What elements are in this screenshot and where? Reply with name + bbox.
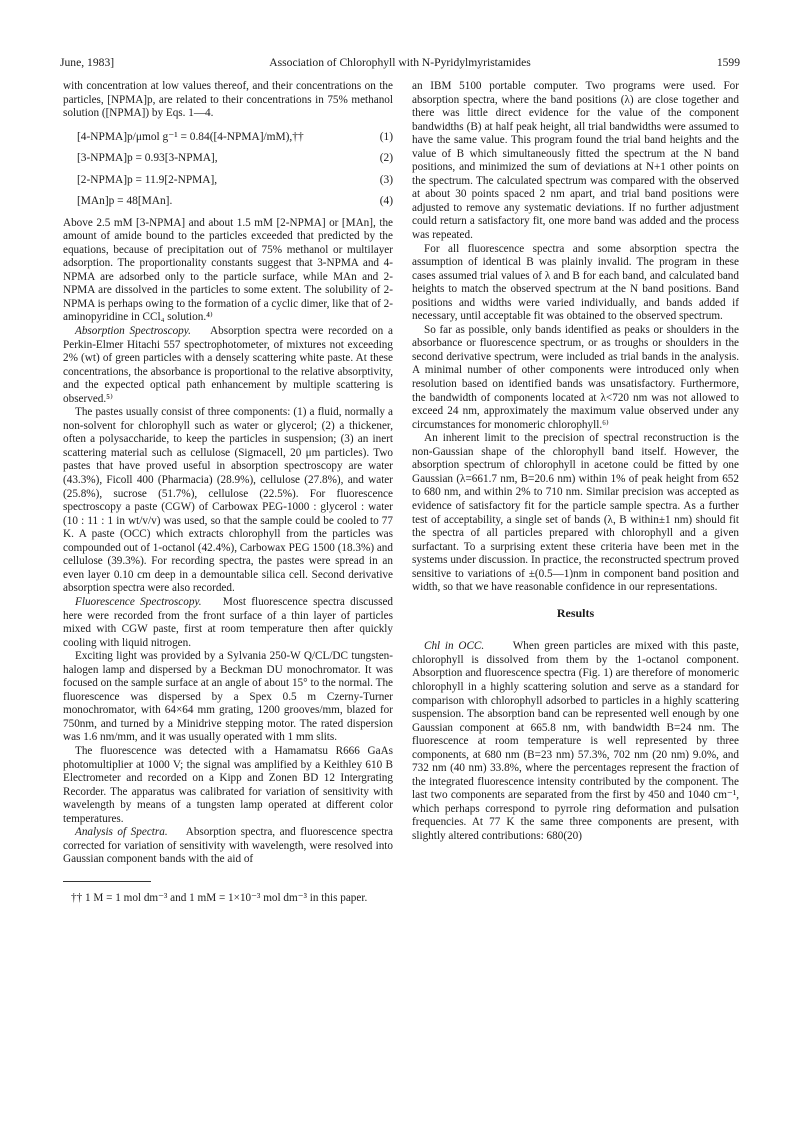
equation-block — [77, 127, 393, 213]
paragraph: An inherent limit to the precision of spectral reconstruction is the non-Gaussian shape of the chlorophyll band itself. However, the absorption spectrum of chlorophyll in acetone could be fitted by one Gaussian (λ=661.7 nm, B=20.6 nm) within 1% of peak height from 652 to 680 nm, and within 2% to 710 nm. Similar precision was accepted as evidence of satisfactory fit for the particle sample spectra. As a further test of acceptability, a single set of bands (λ, B within±1 nm) should fit the spectra of all particles prepared with chlorophyll and a given surfactant. To a surprising extent these criteria have been met in the systems under discussion. In practice, the reconstructed spectrum proved sensitive to variations of ±(0.5—1)nm in component band position and width, so that we have reasonable confidence in our representations. — [412, 432, 739, 594]
equation-number: (1) — [379, 130, 393, 143]
equation-4 — [77, 191, 393, 213]
paragraph-body: When green particles are mixed with this paste, chlorophyll is dissolved from them by the 1-octanol component. Absorption and fluorescence spectra (Fig. 1) are therefore of monomeric chlorophyll in a highly scattering solution and serve as a standard for comparison with chlorophyll adsorbed to particles in a highly scattering suspension. The absorption band can be represented well enough by one Gaussian component at 665.8 nm, with bandwidth B=24 nm. The fluorescence at room temperature is well represented by three components, at 680 nm (B=23 nm) 57.3%, 702 nm (20 nm) 9.0%, and 732 nm (40 nm) 33.8%, where the percentages represent the fraction of the integrated fluorescence intensity contributed by the component. The last two components are separated from the first by 450 and 1040 cm⁻¹, which perhaps correspond to pyrrole ring deformation and pulsation frequencies. At 77 K the same three components are present, with slightly altered contributions: 680(20) — [412, 640, 739, 842]
paragraph: with concentration at low values thereof, and their concentrations on the particles, [NPMA]p, are related to their concentrations in 75% methanol solution ([NPMA]) by Eqs. 1—4. — [63, 80, 393, 120]
paragraph: an IBM 5100 portable computer. Two programs were used. For absorption spectra, where the band positions (λ) are close together and there was little direct evidence for the value of the component bandwidths (B) at half peak height, all trial bandwidths were assumed to have the same value. This program found the trial band heights and the value of B which simultaneously fitted the spectrum at the N band positions, and minimized the sum of deviations at N+1 other points on the spectrum. The calculated spectrum was compared with the observed at about 30 points spaced 2 nm apart, and trial band positions were adjusted to remove any systematic deviations. If no further adjustment could return a satisfactory fit, one more band was added and the process was repeated. — [412, 80, 739, 242]
equation-text: [2-NPMA]p = 11.9[2-NPMA], — [77, 173, 218, 186]
running-header — [60, 56, 740, 74]
paragraph-body: Most fluorescence spectra discussed here were recorded from the front surface of a thin layer of particles mixed with CGW paste, first at room temperature then after quickly cooling with liquid nitrogen. — [63, 595, 393, 649]
section-heading-results: Results — [556, 605, 595, 620]
left-column — [63, 80, 393, 1100]
paragraph: For all fluorescence spectra and some absorption spectra the assumption of identical B was plainly invalid. The program in these cases assumed trial values of λ and B for each band, and calculated band heights to match the observed spectrum at the N band positions. Band positions and widths were varied individually, and bands added if necessary, until acceptable fit was obtained to the observed spectrum. — [412, 242, 739, 323]
equation-2 — [77, 148, 393, 170]
paragraph: Above 2.5 mM [3-NPMA] and about 1.5 mM [2-NPMA] or [MAn], the amount of amide bound to the particles exceeded that predicted by the equations, because of precipitation out of 75% methanol or multilayer adsorption. The proportionality constants suggest that 3-NPMA and 4-NPMA are adsorbed only to the particle surface, while MAn and 2-NPMA are dissolved in the particles to some extent. The solubility of 2-NPMA is perhaps owing to the formation of a cyclic dimer, like that of 2-aminopyridine in CCl₄ solution.⁴⁾ — [63, 216, 393, 324]
paragraph-body: Absorption spectra, and fluorescence spectra corrected for variation of sensitivity with wavelength, were resolved into Gaussian component bands with the aid of — [63, 826, 393, 866]
header-date: June, 1983] — [60, 56, 115, 69]
paragraph-chl-in-occ — [412, 640, 739, 843]
paragraph-fluorescence-spectroscopy — [63, 596, 393, 650]
footnote-rule — [63, 881, 151, 882]
equation-number: (3) — [379, 173, 393, 186]
footnote: †† 1 M = 1 mol dm⁻³ and 1 mM = 1×10⁻³ mol dm⁻³ in this paper. — [71, 891, 368, 904]
section-run-in-title: Chl in OCC. — [424, 640, 485, 653]
section-run-in-title: Absorption Spectroscopy. — [75, 325, 191, 338]
equation-text: [3-NPMA]p = 0.93[3-NPMA], — [77, 152, 218, 165]
equation-number: (4) — [379, 195, 393, 208]
section-run-in-title: Fluorescence Spectroscopy. — [75, 595, 202, 608]
equation-text: [MAn]p = 48[MAn]. — [77, 195, 173, 208]
section-run-in-title: Analysis of Spectra. — [75, 826, 168, 839]
paragraph: So far as possible, only bands identified as peaks or shoulders in the absorbance or fluorescence spectrum, or as troughs or shoulders in the second derivative spectrum, were included as trial bands in the analysis. A minimal number of other components were introduced only when resolution based on identified bands was unsatisfactory. Furthermore, the bandwidth of components located at λ<720 nm was not allowed to exceed 24 nm, approximately the maximum value observed under any circumstances for monomeric chlorophyll.⁶⁾ — [412, 323, 739, 431]
header-title: Association of Chlorophyll with N-Pyridylmyristamides — [269, 56, 531, 69]
equation-text: [4-NPMA]p/μmol g⁻¹ = 0.84([4-NPMA]/mM),†† — [77, 130, 304, 143]
paragraph: The fluorescence was detected with a Hamamatsu R666 GaAs photomultiplier at 1000 V; the signal was amplified by a Keithley 610 B Electrometer and recorded on a Kipp and Zonen BD 12 Intergrating Recorder. The apparatus was calibrated for variation of sensitivity with wavelength by means of a tungsten lamp operated at different color temperatures. — [63, 744, 393, 825]
paragraph-absorption-spectroscopy — [63, 325, 393, 406]
equation-number: (2) — [379, 152, 393, 165]
paragraph-body: Absorption spectra were recorded on a Perkin-Elmer Hitachi 557 spectrophotometer, of mixtures not exceeding 2% (wt) of green particles with a densely scattering white paste. At these concentrations, the absorbance is proportional to the relative absorptivity, and the expected optical path enhancement by multiple scattering is observed.⁵⁾ — [63, 325, 393, 405]
right-column — [412, 80, 739, 1100]
equation-1 — [77, 127, 393, 149]
paragraph-analysis-of-spectra — [63, 826, 393, 867]
equation-3 — [77, 170, 393, 192]
header-page-number: 1599 — [716, 56, 740, 69]
paragraph: The pastes usually consist of three components: (1) a fluid, normally a non-solvent for chlorophyll such as water or glycerol; (2) a thickener, often a polysaccharide, to keep the particles in suspension; (3) an inert scattering material such as cellulose (Sigmacell, 20 μm particles). Two pastes that have proved useful in absorption spectroscopy are water (43.3%), Ficoll 400 (Pharmacia) (28.9%), cellulose (27.8%), and water (25.8%), sucrose (51.7%), cellulose (22.5%). For fluorescence spectroscopy a paste (CGW) of Carbowax PEG-1000 : glycerol : water (10 : 11 : 1 in wt/v/v) was used, so that the sample could be cooled to 77 K. A paste (OCC) which extracts chlorophyll from the particles was compounded out of 1-octanol (42.4%), Carbowax PEG 1500 (18.3%) and cellulose (39.3%). For recording spectra, the pastes were spread in an even layer 0.10 cm deep in a demountable silica cell. Second derivative absorption spectra were also recorded. — [63, 406, 393, 595]
paragraph: Exciting light was provided by a Sylvania 250-W Q/CL/DC tungsten-halogen lamp and dispersed by a Beckman DU monochromator. It was focused on the sample surface at an angle of about 15° to the normal. The fluorescence was dispersed by a Spex 0.5 m Czerny-Turner monochromator, with 64×64 mm grating, 1200 grooves/mm, blazed for 750nm, and turned by a Minidrive stepping motor. The rated dispersion was 1.6 nm/mm, and it was usually operated with 1 mm slits. — [63, 650, 393, 744]
